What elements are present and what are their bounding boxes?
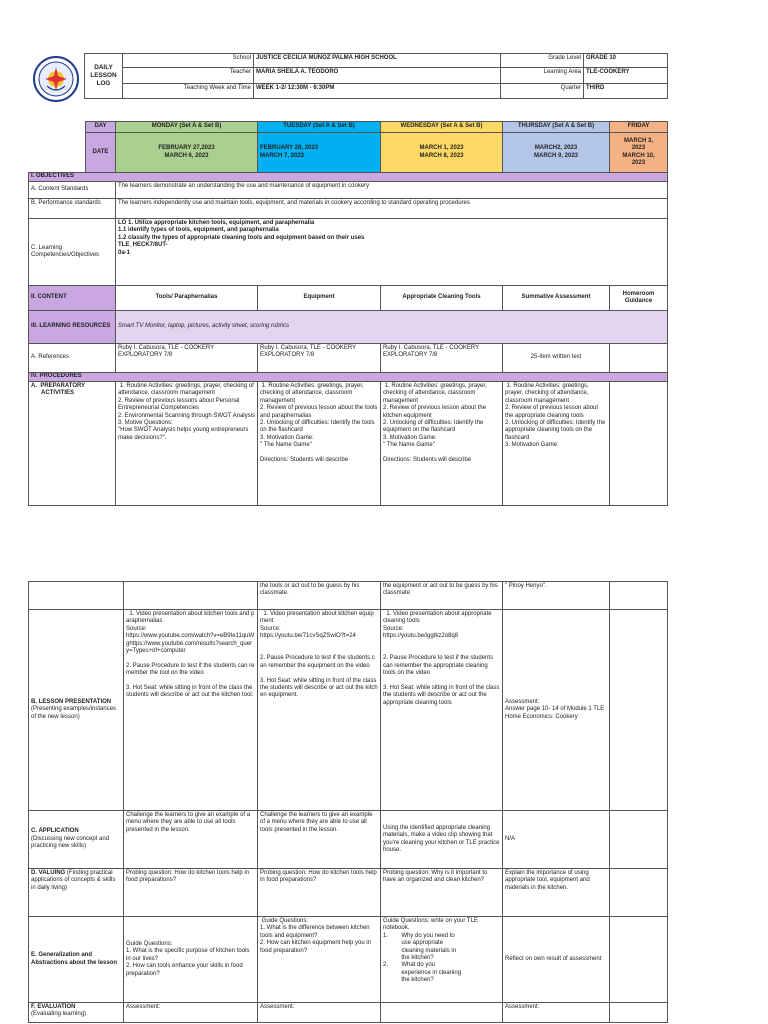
- school-label: School: [123, 54, 254, 68]
- date-label: DATE: [86, 133, 116, 173]
- competencies-value: LO 1. Utilize appropriate kitchen tools, equipment, and paraphernalia 1.1 identify types of tools, equipment, and paraphernalia 1.2 classify the types of appropriate cleaning tools and equipment based on their uses TLE_HECK7/8UT- 0a-1: [116, 219, 668, 286]
- teaching-time-value: WEEK 1-2/ 12:30M - 6:30PM: [254, 84, 501, 99]
- deped-seal: [33, 56, 79, 102]
- content-tuesday: Equipment: [258, 286, 381, 311]
- generalization-label: E. Generalization and Abstractions about the lesson: [29, 917, 124, 1003]
- application-thursday: N/A: [503, 811, 610, 869]
- quarter-value: THIRD: [584, 84, 668, 99]
- lesson-log-table-page1: [28, 121, 668, 506]
- lesson-presentation-label-cell: [29, 610, 124, 811]
- lesson-thursday: Assessment: Answer page 10- 14 of Module 1 TLE Home Economics: Cookery: [503, 610, 610, 811]
- day-monday: MONDAY (Set A & Set B): [116, 122, 258, 133]
- continued-tuesday: the tools or act out to be guess by his classmate.: [258, 582, 381, 610]
- day-tuesday: TUESDAY (Set A & Set B): [258, 122, 381, 133]
- preparatory-activities-label: A. PREPARATORY ACTIVITIES: [29, 382, 116, 506]
- lesson-presentation-label: B. LESSON PRESENTATION: [31, 698, 112, 705]
- objectives-heading: I. OBJECTIVES: [29, 173, 668, 182]
- content-standards-label: A. Content Standards: [29, 182, 116, 199]
- content-label: II. CONTENT: [29, 286, 116, 311]
- continued-wednesday: the equipment or act out to be guess by his classmate: [381, 582, 503, 610]
- lesson-tuesday: 1. Video presentation about kitchen equipment Source: https://youtu.be/71cvSqZSwiO?t=24 2. Pause Procedure to test if the students can remember the equipment on the video 3. Hot Seat: while sitting in front of the class the students will describe or act out the kitchen equipment.: [258, 610, 381, 811]
- valuing-monday: Probing question: How do kitchen tools help in food preparations?: [124, 869, 258, 917]
- continued-thursday: " Pinoy Henyo".: [503, 582, 610, 610]
- evaluation-thursday: Assessment:: [503, 1003, 610, 1023]
- preparatory-thursday: 1. Routine Activities: greetings, prayer, checking of attendance, classroom management 2. Review of previous lesson about the appropriate cleaning tools 2. Unlocking of difficulties: Identify the appropriate cleaning tools on the flashcard 3. Motivation Game:: [503, 382, 610, 506]
- continued-label: [29, 582, 124, 610]
- teacher-value: MARIA SHEILA A. TEODORO: [254, 68, 501, 84]
- day-wednesday: WEDNESDAY (Set A & Set B): [381, 122, 503, 133]
- date-tuesday: FEBRUARY 28, 2023 MARCH 7, 2023: [258, 133, 381, 173]
- content-thursday: Summative Assessment: [503, 286, 610, 311]
- date-thursday: MARCH2, 2023 MARCH 9, 2023: [503, 133, 610, 173]
- performance-standards-label: B. Performance standards: [29, 199, 116, 219]
- evaluation-tuesday: Assessment:: [258, 1003, 381, 1023]
- learning-area-label: Learning Area: [501, 68, 584, 84]
- day-friday: FRIDAY: [610, 122, 668, 133]
- content-monday: Tools/ Paraphernalias: [116, 286, 258, 311]
- content-friday: Homeroom Guidance: [610, 286, 668, 311]
- references-friday: [610, 344, 668, 373]
- lesson-wednesday: 1. Video presentation about appropriate cleaning tools Source: https://youtu.be/iggtkz2o8q8 2. Pause Procedure to test if the students can remember the appropriate cleaning tools on the video 3. Hot Seat: while sitting in front of the class the students will describe or act out the appropriate cleaning tools: [381, 610, 503, 811]
- daily-lesson-log-title: DAILY LESSON LOG: [85, 54, 123, 99]
- application-label: C. APPLICATION: [31, 828, 79, 835]
- application-wednesday: Using the identified appropriate cleaning materials, make a video clip showing that you're cleaning your kitchen or TLE practice house.: [381, 811, 503, 869]
- preparatory-tuesday: 1. Routine Activities: greetings, prayer, checking of attendance, classroom management 2. Review of previous lesson about the tools and paraphernalias 2. Unlocking of difficulties: Identify the tools on the flashcard 3. Motivation Game: " The Name Game" Directions: Students will describe: [258, 382, 381, 506]
- preparatory-friday: [610, 382, 668, 506]
- evaluation-monday: Assessment:: [124, 1003, 258, 1023]
- lesson-friday: [610, 610, 668, 811]
- valuing-friday: [610, 869, 668, 917]
- school-value: JUSTICE CECILIA MUÑOZ PALMA HIGH SCHOOL: [254, 54, 501, 68]
- application-label-cell: [29, 811, 124, 869]
- procedures-heading: IV. PROCEDURES: [29, 373, 668, 382]
- content-wednesday: Appropriate Cleaning Tools: [381, 286, 503, 311]
- teacher-label: Teacher: [123, 68, 254, 84]
- valuing-wednesday: Probing question: Why is it important to have an organized and clean kitchen?: [381, 869, 503, 917]
- generalization-monday: Guide Questions: 1. What is the specific purpose of kitchen tools in our lives? 2. How can tools enhance your skills in food preparation?: [124, 917, 258, 1003]
- continued-friday: [610, 582, 668, 610]
- date-wednesday: MARCH 1, 2023 MARCH 8, 2023: [381, 133, 503, 173]
- lesson-monday: 1. Video presentation about kitchen tools and paraphernalias Source: https://www.youtube.com/watch?v=eB9Ie11quWghttps://www.youtube.com/results?search_query=Types+of+computer 2. Pause Procedure to test if the students can remember the tool on the video 3. Hot Seat: while sitting in front of the class the students will describe or act out the kitchen tool.: [124, 610, 258, 811]
- references-monday: Ruby I. Cabusora, TLE - COOKERY EXPLORATORY 7/8: [116, 344, 258, 373]
- application-monday: Challenge the learners to give an example of a menu where they are able to use all tools presented in the lesson.: [124, 811, 258, 869]
- valuing-sub: (Finding practical applications of concepts & skills in daily living): [31, 870, 116, 891]
- date-monday: FEBRUARY 27,2023 MARCH 6, 2023: [116, 133, 258, 173]
- application-sub: (Discussing new concept and practicing new skills): [31, 835, 110, 850]
- learning-area-value: TLE-COOKERY: [584, 68, 668, 84]
- application-friday: [610, 811, 668, 869]
- references-wednesday: Ruby I. Cabusora, TLE - COOKERY EXPLORATORY 7/8: [381, 344, 503, 373]
- preparatory-monday: 1. Routine Activities: greetings, prayer, checking of attendance, classroom management 2. Review of previous lessons about Personal Entrepreneurial Competencies 2. Environmental Scanning through SWOT Analysis 3. Motive Questions: "How SWOT Analysis helps young entrepreneurs make decisions?".: [116, 382, 258, 506]
- learning-resources-label: III. LEARNING RESOURCES: [29, 311, 116, 344]
- valuing-tuesday: Probing question: How do kitchen tools help in food preparations?: [258, 869, 381, 917]
- lesson-log-table-page2: [28, 581, 668, 1023]
- day-thursday: THURSDAY (Set A & Set B): [503, 122, 610, 133]
- preparatory-wednesday: 1. Routine Activities: greetings, prayer, checking of attendance, classroom management 2. Review of previous lesson about the kitchen equipment 2. Unlocking of difficulties: Identify the equipment on the flashcard 3. Motivation Game: " The Name Game" Directions: Students will describe: [381, 382, 503, 506]
- valuing-label-cell: [29, 869, 124, 917]
- generalization-wednesday: Guide Questions: write on your TLE notebook. 1. Why do you need to use appropriate cleaning materials in the kitchen? 2. What do you experience in cleaning the kitchen?: [381, 917, 503, 1003]
- date-friday: MARCH 3, 2023 MARCH 10, 2023: [610, 133, 668, 173]
- teaching-time-label: Teaching Week and Time: [123, 84, 254, 99]
- valuing-thursday: Explain the importance of using appropriate tool, equipment and materials in the kitchen.: [503, 869, 610, 917]
- application-tuesday: Challenge the learners to give an example of a menu where they are able to use all tools presented in the lesson.: [258, 811, 381, 869]
- valuing-label: D. VALUING: [31, 870, 66, 876]
- performance-standards-value: The learners independently use and maintain tools, equipment, and materials in cookery according to standard operating procedures: [116, 199, 668, 219]
- generalization-tuesday: Guide Questions: 1. What is the difference between kitchen tools and equipment? 2. How can kitchen equipment help you in food preparation?: [258, 917, 381, 1003]
- references-tuesday: Ruby I. Cabusora, TLE - COOKERY EXPLORATORY 7/8: [258, 344, 381, 373]
- content-standards-value: The learners demonstrate an understanding the use and maintenance of equipment in cookery: [116, 182, 668, 199]
- lesson-presentation-sub: (Presenting examples/instances of the new lesson): [31, 706, 117, 720]
- grade-level-value: GRADE 10: [584, 54, 668, 68]
- generalization-thursday: Reflect on own result of assessment: [503, 917, 610, 1003]
- evaluation-wednesday: [381, 1003, 503, 1023]
- references-label: A. References: [29, 344, 116, 373]
- day-label: DAY: [86, 122, 116, 133]
- evaluation-sub: (Evaluating learning): [31, 1011, 87, 1018]
- header-table: [84, 53, 668, 99]
- competencies-label: C. Learning Competencies/Objectives: [29, 219, 116, 286]
- generalization-friday: [610, 917, 668, 1003]
- evaluation-friday: [610, 1003, 668, 1023]
- evaluation-label-cell: [29, 1003, 124, 1023]
- grade-level-label: Grade Level: [501, 54, 584, 68]
- evaluation-label: F. EVALUATION: [31, 1004, 76, 1010]
- references-thursday: 25-item written test: [503, 344, 610, 373]
- continued-monday: [124, 582, 258, 610]
- learning-resources-value: Smart TV Monitor, laptop, pictures, activity sheet, scoring rubrics: [116, 311, 668, 344]
- quarter-label: Quarter: [501, 84, 584, 99]
